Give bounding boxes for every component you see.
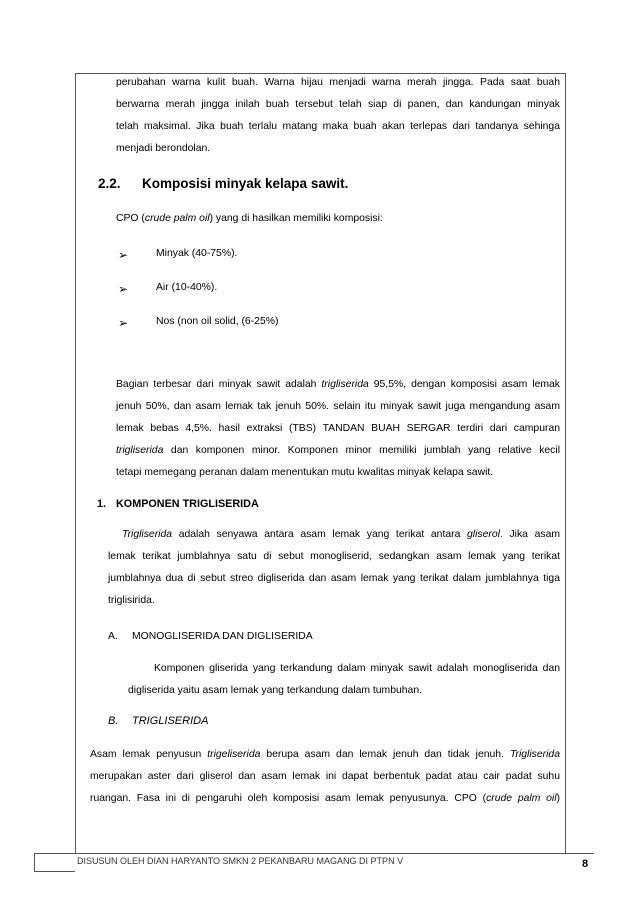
text-line: telah maksimal. Jika buah terlalu matang maka buah akan terlepas dari tandanya sehinga bbox=[116, 121, 560, 132]
text-line: merupakan aster dari gliserol dan asam lemak ini dapat berbentuk padat atau cair padat suhu bbox=[90, 771, 560, 782]
paragraph-composition bbox=[116, 374, 560, 484]
arrow-bullet-icon: ➢ bbox=[118, 248, 129, 262]
text-line bbox=[116, 374, 560, 396]
text-line: jumblahnya dua di sebut streo digliserida dan asam lemak yang terikat dalam jumblahnya tiga bbox=[108, 573, 560, 584]
text-span-italic: trigeliserida bbox=[207, 749, 261, 760]
text-line: triglisirida. bbox=[108, 595, 155, 606]
footer-divider bbox=[34, 853, 594, 854]
cpo-intro bbox=[116, 208, 383, 230]
text-span: 95,5%, dengan komposisi asam lemak bbox=[368, 379, 560, 390]
list-item-text: Minyak (40-75%). bbox=[156, 248, 238, 259]
text-line bbox=[108, 524, 560, 546]
text-line bbox=[116, 440, 560, 462]
arrow-bullet-icon: ➢ bbox=[118, 316, 129, 330]
subsection-a-heading bbox=[108, 626, 313, 648]
page-number: 8 bbox=[582, 858, 589, 870]
text-span: ) bbox=[556, 793, 560, 804]
text-span: Asam lemak penyusun bbox=[90, 749, 208, 760]
subsection-title: KOMPONEN TRIGLISERIDA bbox=[116, 498, 259, 510]
paragraph-intro bbox=[116, 72, 560, 160]
text-span: dan komponen minor. Komponen minor memiliki jumblah yang relative kecil bbox=[163, 445, 560, 456]
text-line bbox=[90, 744, 560, 766]
text-line: menjadi berondolan. bbox=[116, 143, 211, 154]
cpo-intro-pre: CPO ( bbox=[116, 213, 145, 224]
text-line: digliserida yaitu asam lemak yang terkandung dalam tumbuhan. bbox=[128, 685, 422, 696]
footer-text: DISUSUN OLEH DIAN HARYANTO SMKN 2 PEKANBARU MAGANG DI PTPN V bbox=[77, 856, 404, 866]
text-span-italic: Trigliserida bbox=[509, 749, 560, 760]
subsection-heading bbox=[97, 498, 259, 510]
text-line: lemak bebas 4,5%. hasil extraksi (TBS) TANDAN BUAH SERGAR terdiri dari campuran bbox=[116, 423, 560, 434]
cpo-intro-italic: crude palm oil bbox=[144, 213, 210, 224]
text-span-italic: Trigliserida bbox=[122, 529, 173, 540]
subsection-title: TRIGLISERIDA bbox=[132, 715, 209, 727]
text-line bbox=[90, 788, 560, 810]
text-line: jenuh 50%, dan asam lemak tak jenuh 50%. selain itu minyak sawit juga mengandung asam bbox=[116, 401, 560, 412]
footer-divider-step bbox=[34, 853, 35, 871]
text-line: berwarna merah jingga inilah buah tersebut telah siap di panen, dan kandungan minyak bbox=[116, 99, 560, 110]
text-span: berupa asam dan lemak jenuh dan tidak jenuh. bbox=[260, 749, 510, 760]
subsection-b-heading bbox=[108, 710, 209, 732]
section-number: 2.2. bbox=[98, 176, 121, 191]
text-span-italic: crude palm oil bbox=[486, 793, 557, 804]
paragraph-trigliserida-b bbox=[90, 744, 560, 810]
text-line: lemak terikat jumblahnya satu di sebut monogliserid, sedangkan asam lemak yang terikat bbox=[108, 551, 560, 562]
list-item-text: Nos (non oil solid, (6-25%) bbox=[156, 316, 279, 327]
text-line: Komponen gliserida yang terkandung dalam minyak sawit adalah monogliserida dan bbox=[154, 663, 560, 674]
paragraph-trigliserida bbox=[108, 524, 560, 612]
arrow-bullet-icon: ➢ bbox=[118, 282, 129, 296]
list-item-text: Air (10-40%). bbox=[156, 282, 218, 293]
cpo-intro-post: ) yang di hasilkan memiliki komposisi: bbox=[209, 213, 383, 224]
text-line: tetapi memegang peranan dalam menentukan mutu kwalitas minyak kelapa sawit. bbox=[116, 467, 494, 478]
section-title: Komposisi minyak kelapa sawit. bbox=[142, 176, 349, 191]
paragraph-monogliserida bbox=[128, 658, 560, 702]
text-span: ruangan. Fasa ini di pengaruhi oleh komposisi asam lemak penyusunya. CPO ( bbox=[90, 793, 487, 804]
subsection-letter: B. bbox=[108, 715, 119, 727]
text-span-italic: gliserol bbox=[467, 529, 500, 540]
text-span-italic: trigliserida bbox=[321, 379, 369, 390]
subsection-letter: A. bbox=[108, 631, 118, 642]
text-span: Bagian terbesar dari minyak sawit adalah bbox=[116, 379, 322, 390]
text-span-italic: trigliserida bbox=[116, 445, 164, 456]
section-heading bbox=[98, 176, 349, 191]
text-span: adalah senyawa antara asam lemak yang terikat antara bbox=[172, 529, 467, 540]
subsection-number: 1. bbox=[97, 498, 107, 510]
text-span: . Jika asam bbox=[499, 529, 560, 540]
text-line: perubahan warna kulit buah. Warna hijau menjadi warna merah jingga. Pada saat buah bbox=[116, 77, 560, 88]
subsection-title: MONOGLISERIDA DAN DIGLISERIDA bbox=[132, 631, 313, 642]
footer-divider-bottom bbox=[34, 871, 75, 872]
